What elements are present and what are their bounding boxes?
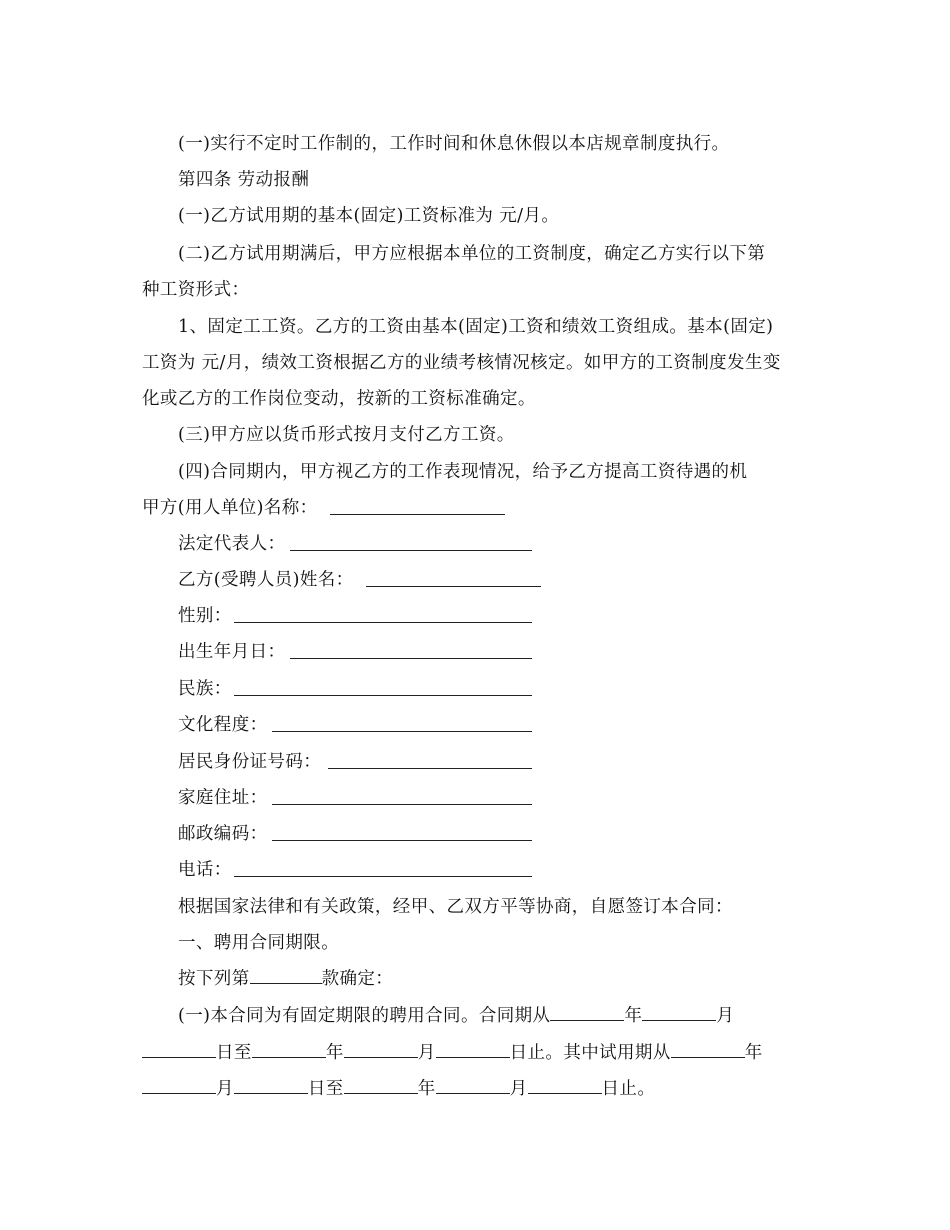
section-heading-article-4: 第四条 劳动报酬: [178, 170, 310, 190]
paragraph-wage-increase: (四)合同期内，甲方视乙方的工作表现情况，给予乙方提高工资待遇的机: [178, 462, 748, 482]
section-heading-contract-term: 一、聘用合同期限。: [178, 933, 340, 953]
employer-name-label: 甲方(用人单位)名称：: [142, 498, 318, 518]
end-month-field[interactable]: [344, 1041, 418, 1058]
fixed-term-line3: [142, 1077, 655, 1101]
paragraph-wage-form-line1: (二)乙方试用期满后，甲方应根据本单位的工资制度，确定乙方实行以下第: [178, 244, 766, 264]
start-day-field[interactable]: [142, 1041, 216, 1058]
birth-date-label: 出生年月日：: [178, 642, 286, 662]
birth-date-field[interactable]: [290, 658, 532, 659]
paragraph-wage-form-line2: 种工资形式：: [142, 280, 250, 300]
end-probation-label: 日止。其中试用期从: [509, 1043, 671, 1063]
month-label: 月: [417, 1043, 436, 1063]
employee-name-field[interactable]: [366, 586, 541, 587]
end-day-field[interactable]: [436, 1041, 510, 1058]
paragraph-fixed-wage-line2: 工资为 元/月，绩效工资根据乙方的业绩考核情况核定。如甲方的工资制度发生变: [142, 353, 781, 373]
paragraph-fixed-wage-line3: 化或乙方的工作岗位变动，按新的工资标准确定。: [142, 389, 536, 409]
paragraph-monthly-payment: (三)甲方应以货币形式按月支付乙方工资。: [178, 425, 515, 445]
employee-name-label: 乙方(受聘人员)姓名：: [178, 570, 354, 590]
month-label: 月: [509, 1079, 528, 1099]
fixed-term-text: (一)本合同为有固定期限的聘用合同。合同期从: [178, 1006, 551, 1026]
probation-start-month-field[interactable]: [142, 1077, 216, 1094]
postal-code-label: 邮政编码：: [178, 824, 268, 844]
id-number-field[interactable]: [328, 768, 532, 769]
start-year-field[interactable]: [550, 1004, 624, 1021]
year-label: 年: [624, 1006, 643, 1026]
day-to-label: 日至: [216, 1043, 252, 1063]
clause-selection-prefix: 按下列第: [178, 969, 250, 989]
gender-label: 性别：: [178, 606, 232, 626]
clause-selection-line: [178, 967, 393, 991]
address-field[interactable]: [272, 804, 532, 805]
paragraph-probation-wage: (一)乙方试用期的基本(固定)工资标准为 元/月。: [178, 206, 560, 226]
phone-field[interactable]: [234, 876, 532, 877]
year-label: 年: [744, 1043, 763, 1063]
month-label: 月: [716, 1006, 735, 1026]
year-label: 年: [325, 1043, 344, 1063]
probation-start-day-field[interactable]: [234, 1077, 308, 1094]
probation-end-day-field[interactable]: [528, 1077, 602, 1094]
probation-end-month-field[interactable]: [436, 1077, 510, 1094]
clause-number-field[interactable]: [250, 967, 322, 984]
id-number-label: 居民身份证号码：: [178, 752, 322, 772]
month-label: 月: [216, 1079, 234, 1099]
paragraph-agreement-basis: 根据国家法律和有关政策，经甲、乙双方平等协商，自愿签订本合同：: [178, 897, 733, 917]
legal-rep-field[interactable]: [290, 550, 532, 551]
gender-field[interactable]: [234, 622, 532, 623]
address-label: 家庭住址：: [178, 788, 268, 808]
clause-selection-suffix: 款确定：: [321, 969, 394, 989]
education-label: 文化程度：: [178, 715, 268, 735]
start-month-field[interactable]: [642, 1004, 716, 1021]
legal-rep-label: 法定代表人：: [178, 534, 286, 554]
paragraph-fixed-wage-line1: 1、固定工工资。乙方的工资由基本(固定)工资和绩效工资组成。基本(固定): [178, 317, 774, 337]
fixed-term-line2: [142, 1041, 763, 1065]
postal-code-field[interactable]: [272, 840, 532, 841]
probation-start-year-field[interactable]: [671, 1041, 745, 1058]
year-label: 年: [417, 1079, 436, 1099]
employer-name-field[interactable]: [330, 514, 505, 515]
education-field[interactable]: [272, 731, 532, 732]
phone-label: 电话：: [178, 860, 232, 880]
ethnicity-field[interactable]: [234, 695, 532, 696]
probation-end-year-field[interactable]: [344, 1077, 418, 1094]
end-label: 日止。: [601, 1079, 656, 1099]
end-year-field[interactable]: [252, 1041, 326, 1058]
day-to-label: 日至: [307, 1079, 344, 1099]
ethnicity-label: 民族：: [178, 679, 232, 699]
fixed-term-line1: [178, 1004, 734, 1028]
paragraph-working-hours: (一)实行不定时工作制的，工作时间和休息休假以本店规章制度执行。: [178, 134, 730, 154]
